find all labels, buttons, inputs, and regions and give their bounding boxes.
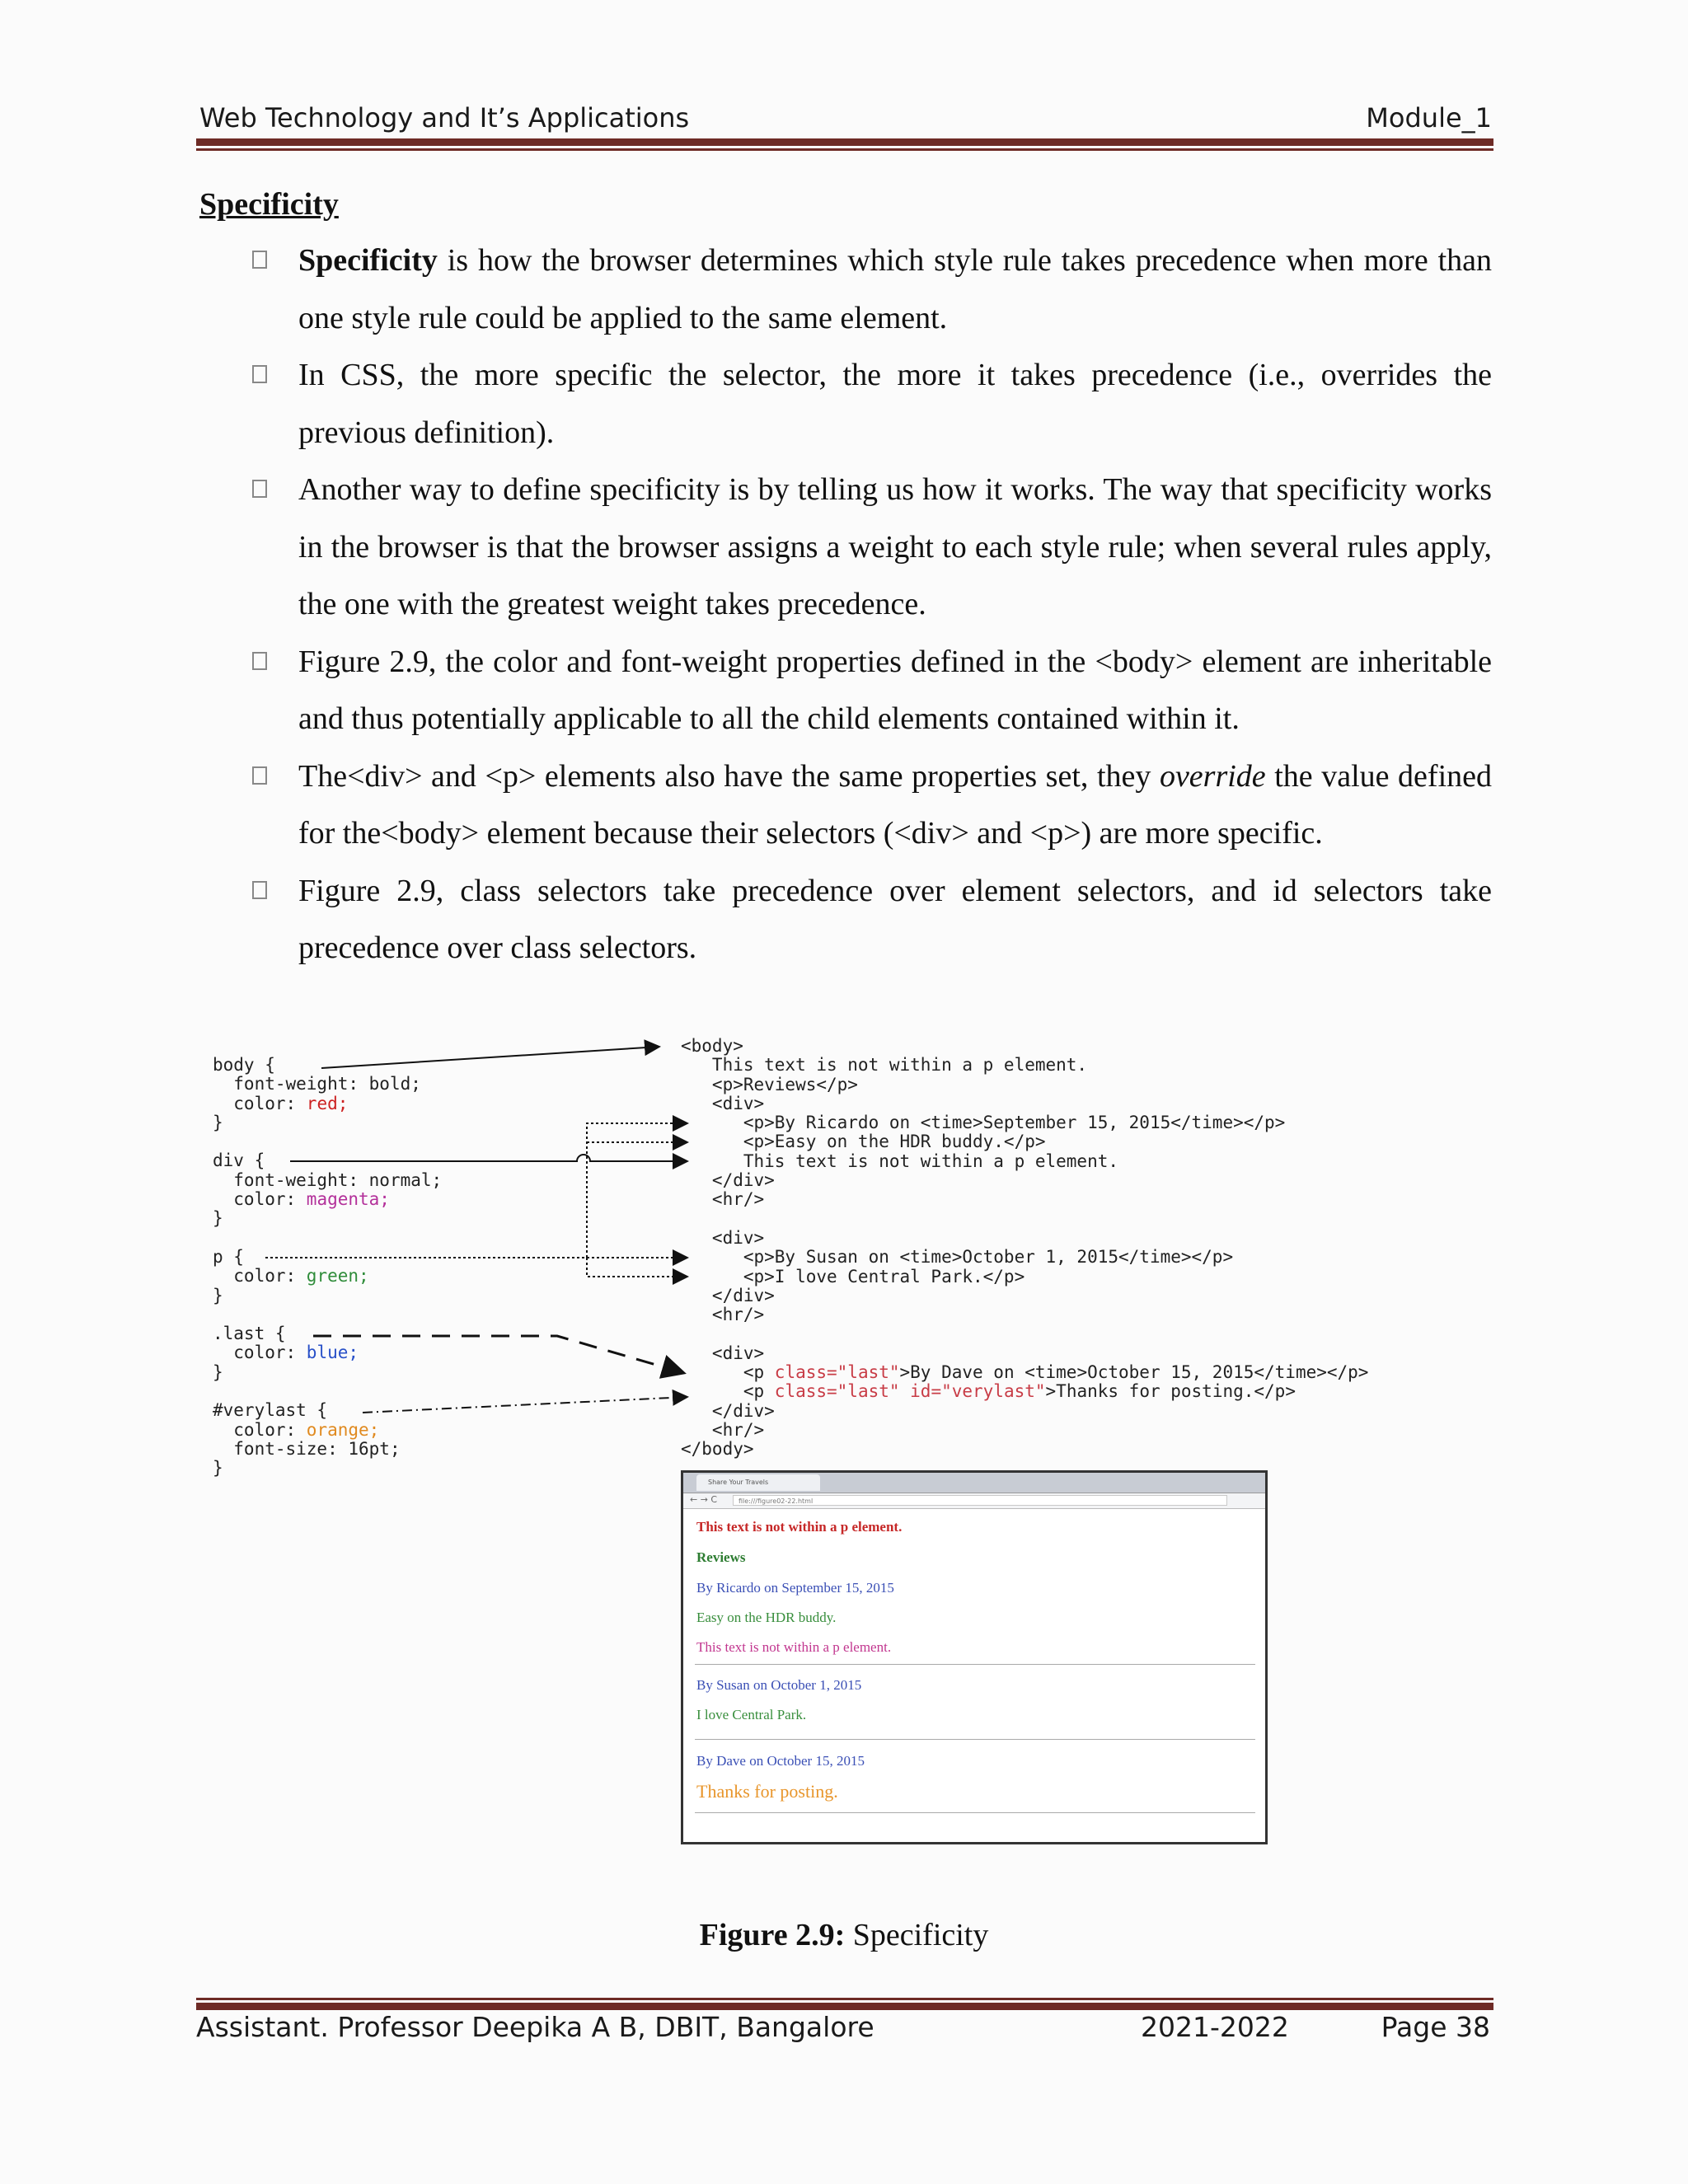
caption-label: Figure 2.9: <box>699 1918 846 1952</box>
css-selector: body { <box>213 1055 275 1075</box>
html-code-line <box>681 1210 1368 1229</box>
html-code-line: <p>Easy on the HDR buddy.</p> <box>681 1132 1046 1152</box>
preview-line: By Susan on October 1, 2015 <box>696 1677 862 1693</box>
preview-divider <box>695 1739 1255 1740</box>
html-code-line: <p>By Susan on <time>October 1, 2015</time></p> <box>681 1247 1234 1268</box>
bullet-italic: override <box>1159 758 1266 794</box>
preview-line: This text is not within a p element. <box>696 1639 892 1655</box>
bullet-bold-term: Specificity <box>298 243 438 278</box>
css-property: font-weight: bold; <box>213 1074 421 1094</box>
html-code-line: This text is not within a p element. <box>681 1151 1119 1171</box>
preview-divider <box>695 1812 1255 1813</box>
preview-divider <box>695 1664 1255 1665</box>
bullet-text: Another way to define specificity is by telling us how it works. The way that specificity works in the browser is that the browser assigns a weight to each style rule; when several rules apply, the one with the greatest weight takes precedence. <box>298 472 1492 621</box>
html-code-line: <hr/> <box>681 1189 765 1210</box>
css-property: color: green; <box>213 1266 369 1286</box>
preview-line: By Dave on October 15, 2015 <box>696 1753 865 1769</box>
html-code-line: <body> <box>681 1036 743 1056</box>
header-title: Web Technology and It’s Applications <box>199 102 690 134</box>
html-code-line: <p>I love Central Park.</p> <box>681 1266 1025 1286</box>
browser-url: file:///figure02-22.html <box>733 1495 1227 1506</box>
html-code-line: <hr/> <box>681 1305 765 1325</box>
bullet-text: In CSS, the more specific the selector, the more it takes precedence (i.e., overrides the previous definition). <box>298 358 1492 450</box>
html-code-line: <p>Reviews</p> <box>681 1074 858 1094</box>
figure-caption <box>0 1917 1688 1953</box>
footer-rule-thin <box>196 1998 1493 2000</box>
html-code-line: </div> <box>681 1285 775 1305</box>
css-property: color: orange; <box>213 1419 380 1440</box>
css-property: font-weight: normal; <box>213 1169 443 1190</box>
browser-preview <box>681 1470 1268 1844</box>
footer-page: Page 38 <box>1381 2011 1490 2043</box>
footer-rule <box>196 2003 1493 2010</box>
css-selector: #verylast { <box>213 1400 328 1421</box>
bullet-text: is how the browser determines which style rule takes precedence when more than one style rule could be applied to the same element. <box>298 243 1492 335</box>
html-code-line: <div> <box>681 1227 765 1248</box>
html-code-line: This text is not within a p element. <box>681 1055 1088 1076</box>
bullet-text: The<div> and <p> elements also have the same properties set, they <box>298 758 1160 794</box>
html-code-line: <p>By Ricardo on <time>September 15, 2015</time></p> <box>681 1113 1286 1133</box>
bullet-text: the value defined for the<body> element because their selectors (<div> and <p>) are more specific. <box>298 758 1492 851</box>
header-module: Module_1 <box>1366 102 1492 134</box>
html-code-line: </body> <box>681 1439 754 1460</box>
css-property: color: red; <box>213 1093 349 1113</box>
browser-tabbar <box>683 1473 1265 1493</box>
footer-year: 2021-2022 <box>1141 2011 1289 2043</box>
html-code-line: </div> <box>681 1170 775 1191</box>
preview-line: By Ricardo on September 15, 2015 <box>696 1580 894 1596</box>
html-code-line: <div> <box>681 1093 765 1113</box>
preview-line: I love Central Park. <box>696 1707 807 1722</box>
html-code-line: <hr/> <box>681 1419 765 1440</box>
browser-tab: Share Your Travels <box>696 1474 820 1491</box>
bullet-text: Figure 2.9, the color and font-weight properties defined in the <body> element are inheritable and thus potentially applicable to all the child elements contained within it. <box>298 644 1492 736</box>
html-code-line: <p class="last" id="verylast">Thanks for posting.</p> <box>681 1381 1296 1402</box>
preview-line: Easy on the HDR buddy. <box>696 1610 837 1625</box>
browser-address-bar <box>683 1493 1265 1509</box>
browser-nav-icons: ← → C <box>690 1494 718 1505</box>
css-code-block: body { font-weight: bold; color: red; } div { font-weight: normal; color: magenta; } p { color: green; } .last { color: blue; } #verylast { color: orange; font-size: 16pt; } <box>213 1055 443 1479</box>
html-code-line <box>681 1324 1368 1343</box>
css-property: color: magenta; <box>213 1189 390 1210</box>
css-selector: .last { <box>213 1324 286 1344</box>
bullet-text: Figure 2.9, class selectors take precedence over element selectors, and id selectors take precedence over class selectors. <box>298 873 1492 965</box>
html-code-line: <div> <box>681 1343 765 1363</box>
html-code-line: </div> <box>681 1400 775 1421</box>
html-code-block <box>681 1037 1368 1460</box>
css-selector: div { <box>213 1151 265 1171</box>
preview-line: This text is not within a p element. <box>696 1519 903 1535</box>
css-property: color: blue; <box>213 1343 359 1363</box>
css-selector: p { <box>213 1246 244 1267</box>
preview-line: Reviews <box>696 1549 746 1565</box>
preview-line: Thanks for posting. <box>696 1781 838 1802</box>
footer-author: Assistant. Professor Deepika A B, DBIT, Bangalore <box>196 2011 874 2043</box>
caption-text: Specificity <box>845 1918 989 1952</box>
css-property: font-size: 16pt; <box>213 1438 401 1459</box>
arrow-p-dotted-4 <box>587 1258 687 1277</box>
html-code-line: <p class="last">By Dave on <time>October 15, 2015</time></p> <box>681 1362 1369 1383</box>
section-title: Specificity <box>199 187 339 222</box>
